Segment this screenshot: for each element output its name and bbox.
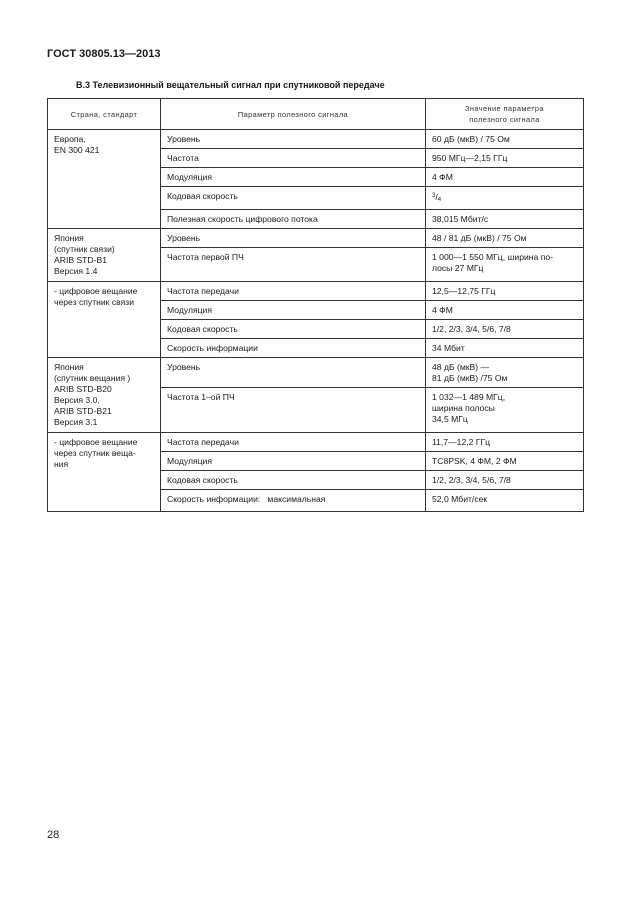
value-cell: 950 МГц—2,15 ГГц bbox=[426, 149, 584, 168]
value-cell: TC8PSK, 4 ФМ, 2 ФМ bbox=[426, 452, 584, 471]
value-cell: 38,015 Мбит/с bbox=[426, 210, 584, 229]
value-cell: 11,7—12,2 ГГц bbox=[426, 433, 584, 452]
value-cell: 52,0 Мбит/сек bbox=[426, 490, 584, 512]
param-cell: Полезная скорость цифрового потока bbox=[161, 210, 426, 229]
country-cell: Япония (спутник вещания ) ARIB STD-B20 Версия 3.0, ARIB STD-B21 Версия 3.1 bbox=[48, 358, 161, 433]
table-row bbox=[48, 229, 584, 248]
param-cell: Частота 1–ой ПЧ bbox=[161, 388, 426, 433]
column-header-parameter: Параметр полезного сигнала bbox=[161, 99, 426, 130]
param-cell: Скорость информации: максимальная bbox=[161, 490, 426, 512]
param-cell: Кодовая скорость bbox=[161, 187, 426, 210]
country-cell: Европа, EN 300 421 bbox=[48, 130, 161, 229]
value-cell: 1/2, 2/3, 3/4, 5/6, 7/8 bbox=[426, 471, 584, 490]
param-cell: Модуляция bbox=[161, 168, 426, 187]
value-cell: 4 ФМ bbox=[426, 301, 584, 320]
document-id: ГОСТ 30805.13—2013 bbox=[47, 48, 161, 60]
param-cell: Уровень bbox=[161, 358, 426, 388]
param-cell: Кодовая скорость bbox=[161, 471, 426, 490]
column-header-value: Значение параметра полезного сигнала bbox=[426, 99, 584, 130]
table-row bbox=[48, 130, 584, 149]
country-cell: Япония (спутник связи) ARIB STD-B1 Версия 1.4 bbox=[48, 229, 161, 282]
param-cell: Уровень bbox=[161, 229, 426, 248]
value-cell: 1 000—1 550 МГц, ширина по- лосы 27 МГц bbox=[426, 248, 584, 282]
value-cell: 4 ФМ bbox=[426, 168, 584, 187]
table-row bbox=[48, 433, 584, 452]
param-cell: Частота передачи bbox=[161, 282, 426, 301]
param-cell: Частота bbox=[161, 149, 426, 168]
country-cell: - цифровое вещание через спутник веща- ния bbox=[48, 433, 161, 512]
value-cell: 60 дБ (мкВ) / 75 Ом bbox=[426, 130, 584, 149]
value-cell-fraction: $^3/_4$ bbox=[426, 187, 584, 210]
param-cell: Уровень bbox=[161, 130, 426, 149]
param-cell: Модуляция bbox=[161, 452, 426, 471]
param-cell: Частота передачи bbox=[161, 433, 426, 452]
value-cell: 12,5—12,75 ГГц bbox=[426, 282, 584, 301]
value-cell: 48 дБ (мкВ) — 81 дБ (мкВ) /75 Ом bbox=[426, 358, 584, 388]
spec-table bbox=[47, 98, 584, 512]
value-cell: 1 032—1 489 МГц, ширина полосы 34,5 МГц bbox=[426, 388, 584, 433]
country-cell: - цифровое вещание через спутник связи bbox=[48, 282, 161, 358]
value-cell: 1/2, 2/3, 3/4, 5/6, 7/8 bbox=[426, 320, 584, 339]
value-cell: 34 Мбит bbox=[426, 339, 584, 358]
value-cell: 48 / 81 дБ (мкВ) / 75 Ом bbox=[426, 229, 584, 248]
param-cell: Скорость информации bbox=[161, 339, 426, 358]
column-header-country: Страна, стандарт bbox=[48, 99, 161, 130]
page-number: 28 bbox=[47, 829, 60, 841]
table-row bbox=[48, 358, 584, 388]
param-cell: Модуляция bbox=[161, 301, 426, 320]
section-title: В.3 Телевизионный вещательный сигнал при спутниковой передаче bbox=[76, 80, 385, 90]
fraction-numerator: 3 bbox=[432, 193, 436, 199]
fraction-denominator: 4 bbox=[437, 197, 442, 203]
table-header-row bbox=[48, 99, 584, 130]
table-row bbox=[48, 282, 584, 301]
param-cell: Кодовая скорость bbox=[161, 320, 426, 339]
param-cell: Частота первой ПЧ bbox=[161, 248, 426, 282]
